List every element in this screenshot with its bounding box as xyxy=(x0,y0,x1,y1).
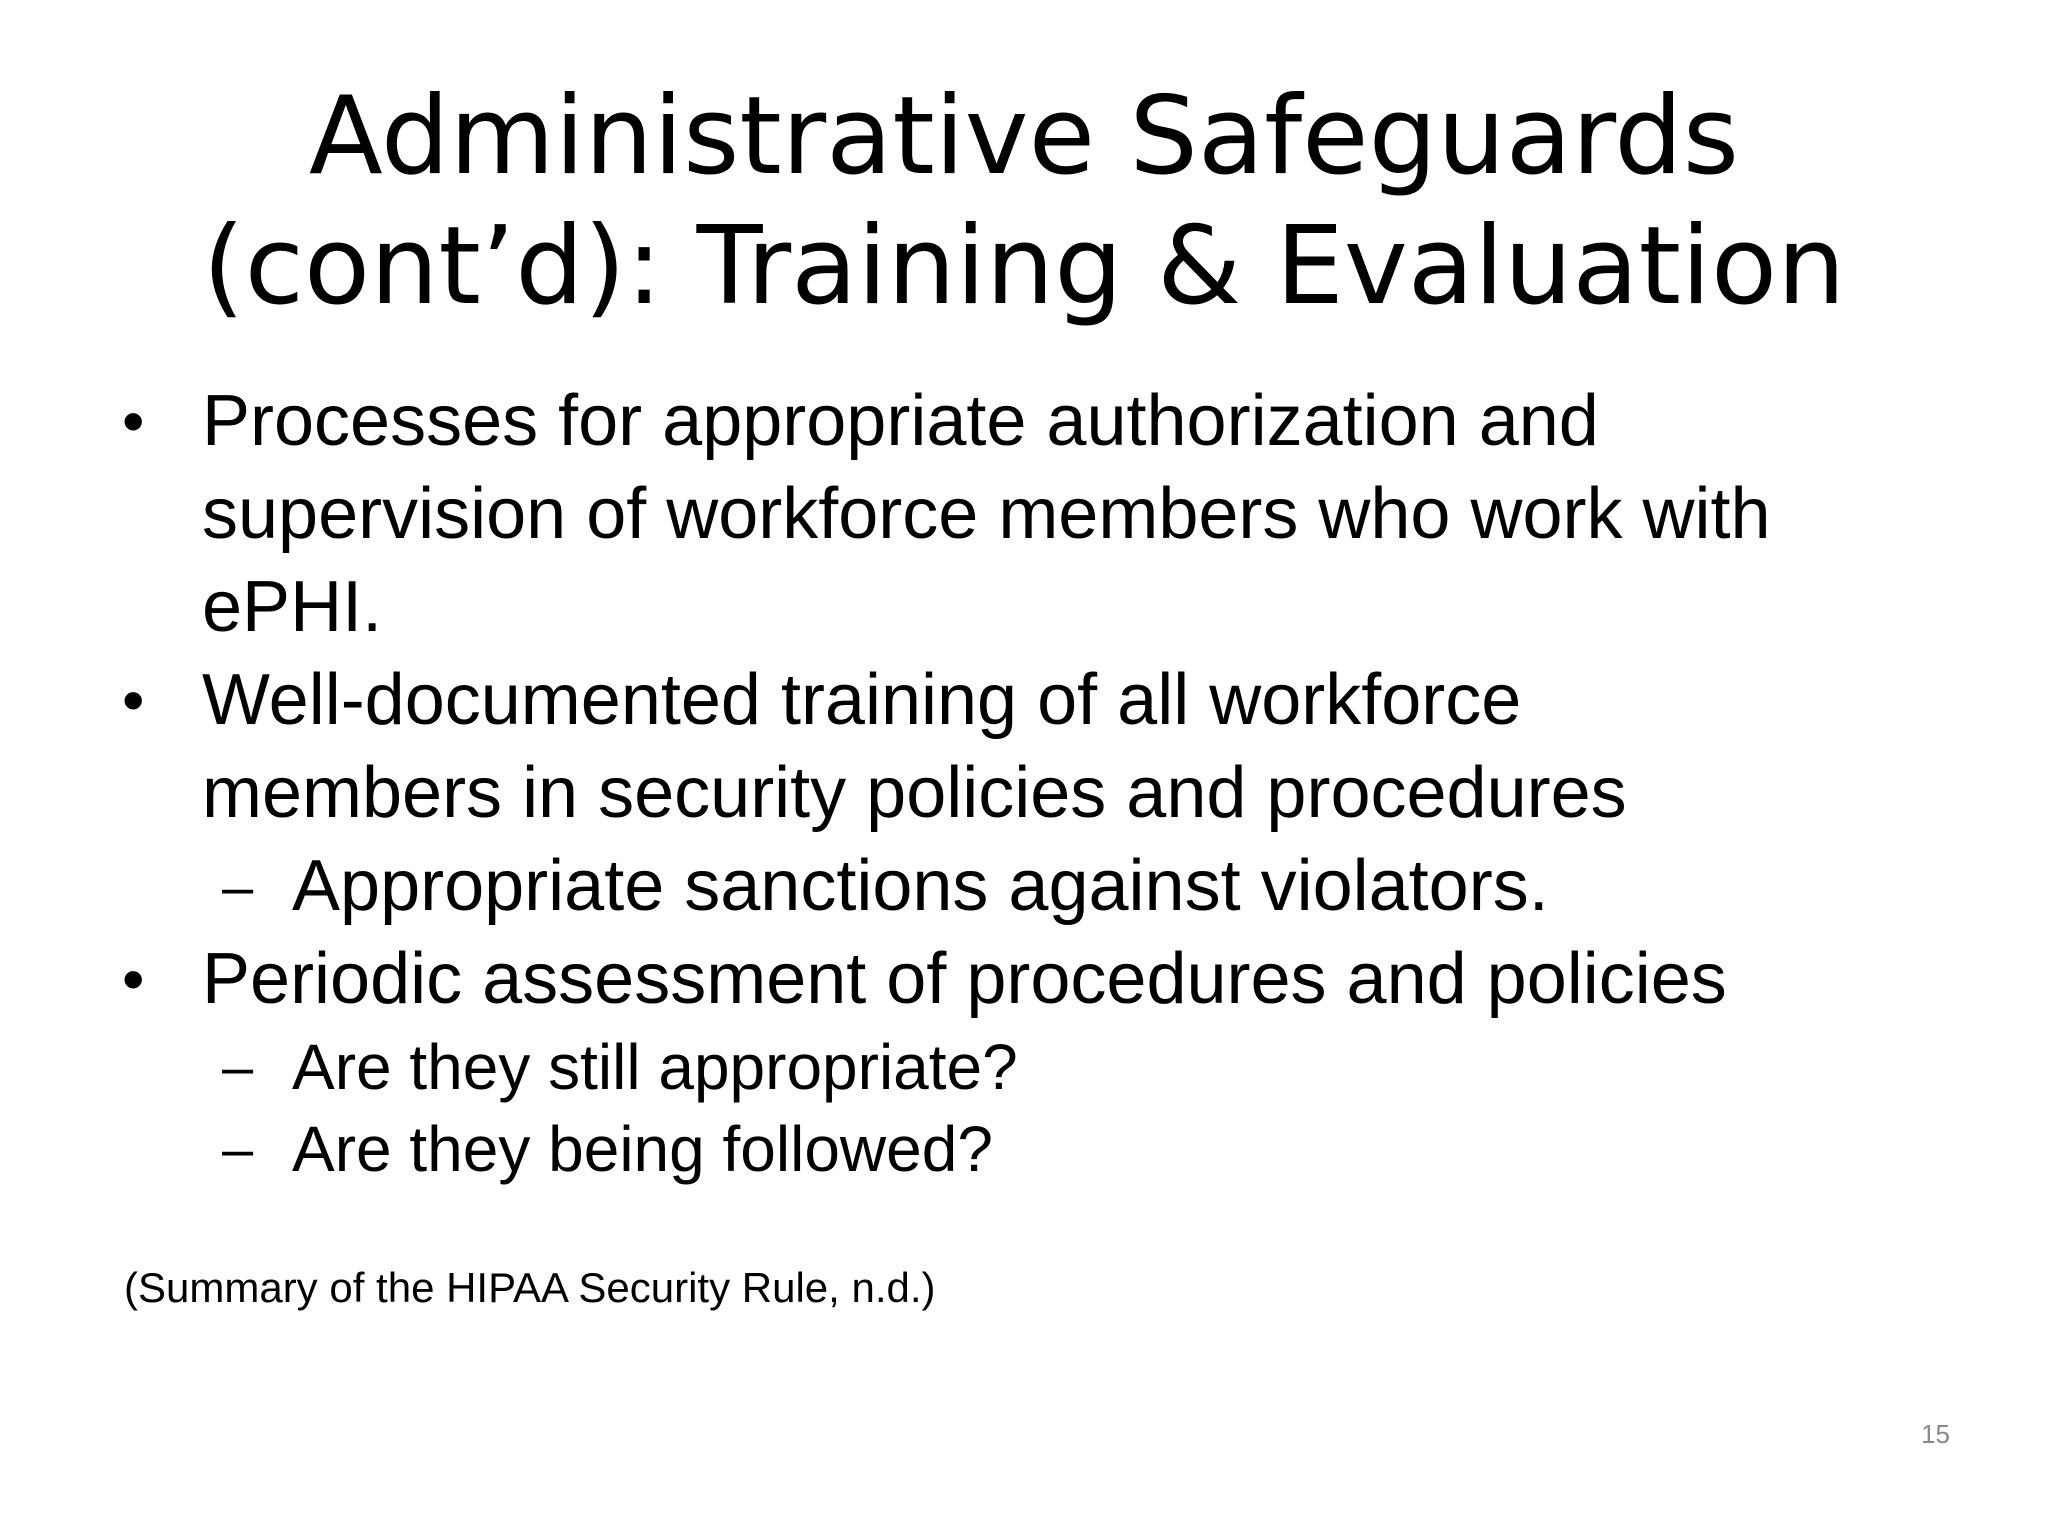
sub-bullet-text: Appropriate sanctions against violators. xyxy=(292,846,1549,926)
bullet-dot-icon: • xyxy=(122,385,145,457)
dash-icon: – xyxy=(222,1117,254,1180)
bullet-item-authorization xyxy=(0,375,2048,654)
sub-bullet-text: Are they being followed? xyxy=(292,1113,993,1185)
slide-title xyxy=(80,72,1968,332)
dash-icon: – xyxy=(222,855,254,918)
slide-title-line-2: (cont’d): Training & Evaluation xyxy=(202,204,1846,329)
bullet-text: Periodic assessment of procedures and policies xyxy=(202,939,1727,1019)
sub-bullet-being-followed xyxy=(0,1108,2048,1190)
bullet-item-training xyxy=(0,654,2048,840)
citation: (Summary of the HIPAA Security Rule, n.d.) xyxy=(124,1264,936,1311)
sub-bullet-still-appropriate xyxy=(0,1026,2048,1108)
bullet-list xyxy=(0,375,2048,1190)
bullet-dot-icon: • xyxy=(122,943,145,1015)
page-number: 15 xyxy=(1921,1419,1950,1449)
bullet-text: Well-documented training of all workforce members in security policies and procedures xyxy=(202,660,1627,833)
sub-bullet-sanctions xyxy=(0,840,2048,933)
bullet-text: Processes for appropriate authorization and supervision of workforce members who work with ePHI. xyxy=(202,381,1771,647)
bullet-item-assessment xyxy=(0,933,2048,1026)
dash-icon: – xyxy=(222,1035,254,1098)
sub-bullet-text: Are they still appropriate? xyxy=(292,1031,1018,1103)
slide-title-line-1: Administrative Safeguards xyxy=(308,74,1740,199)
bullet-dot-icon: • xyxy=(122,664,145,736)
